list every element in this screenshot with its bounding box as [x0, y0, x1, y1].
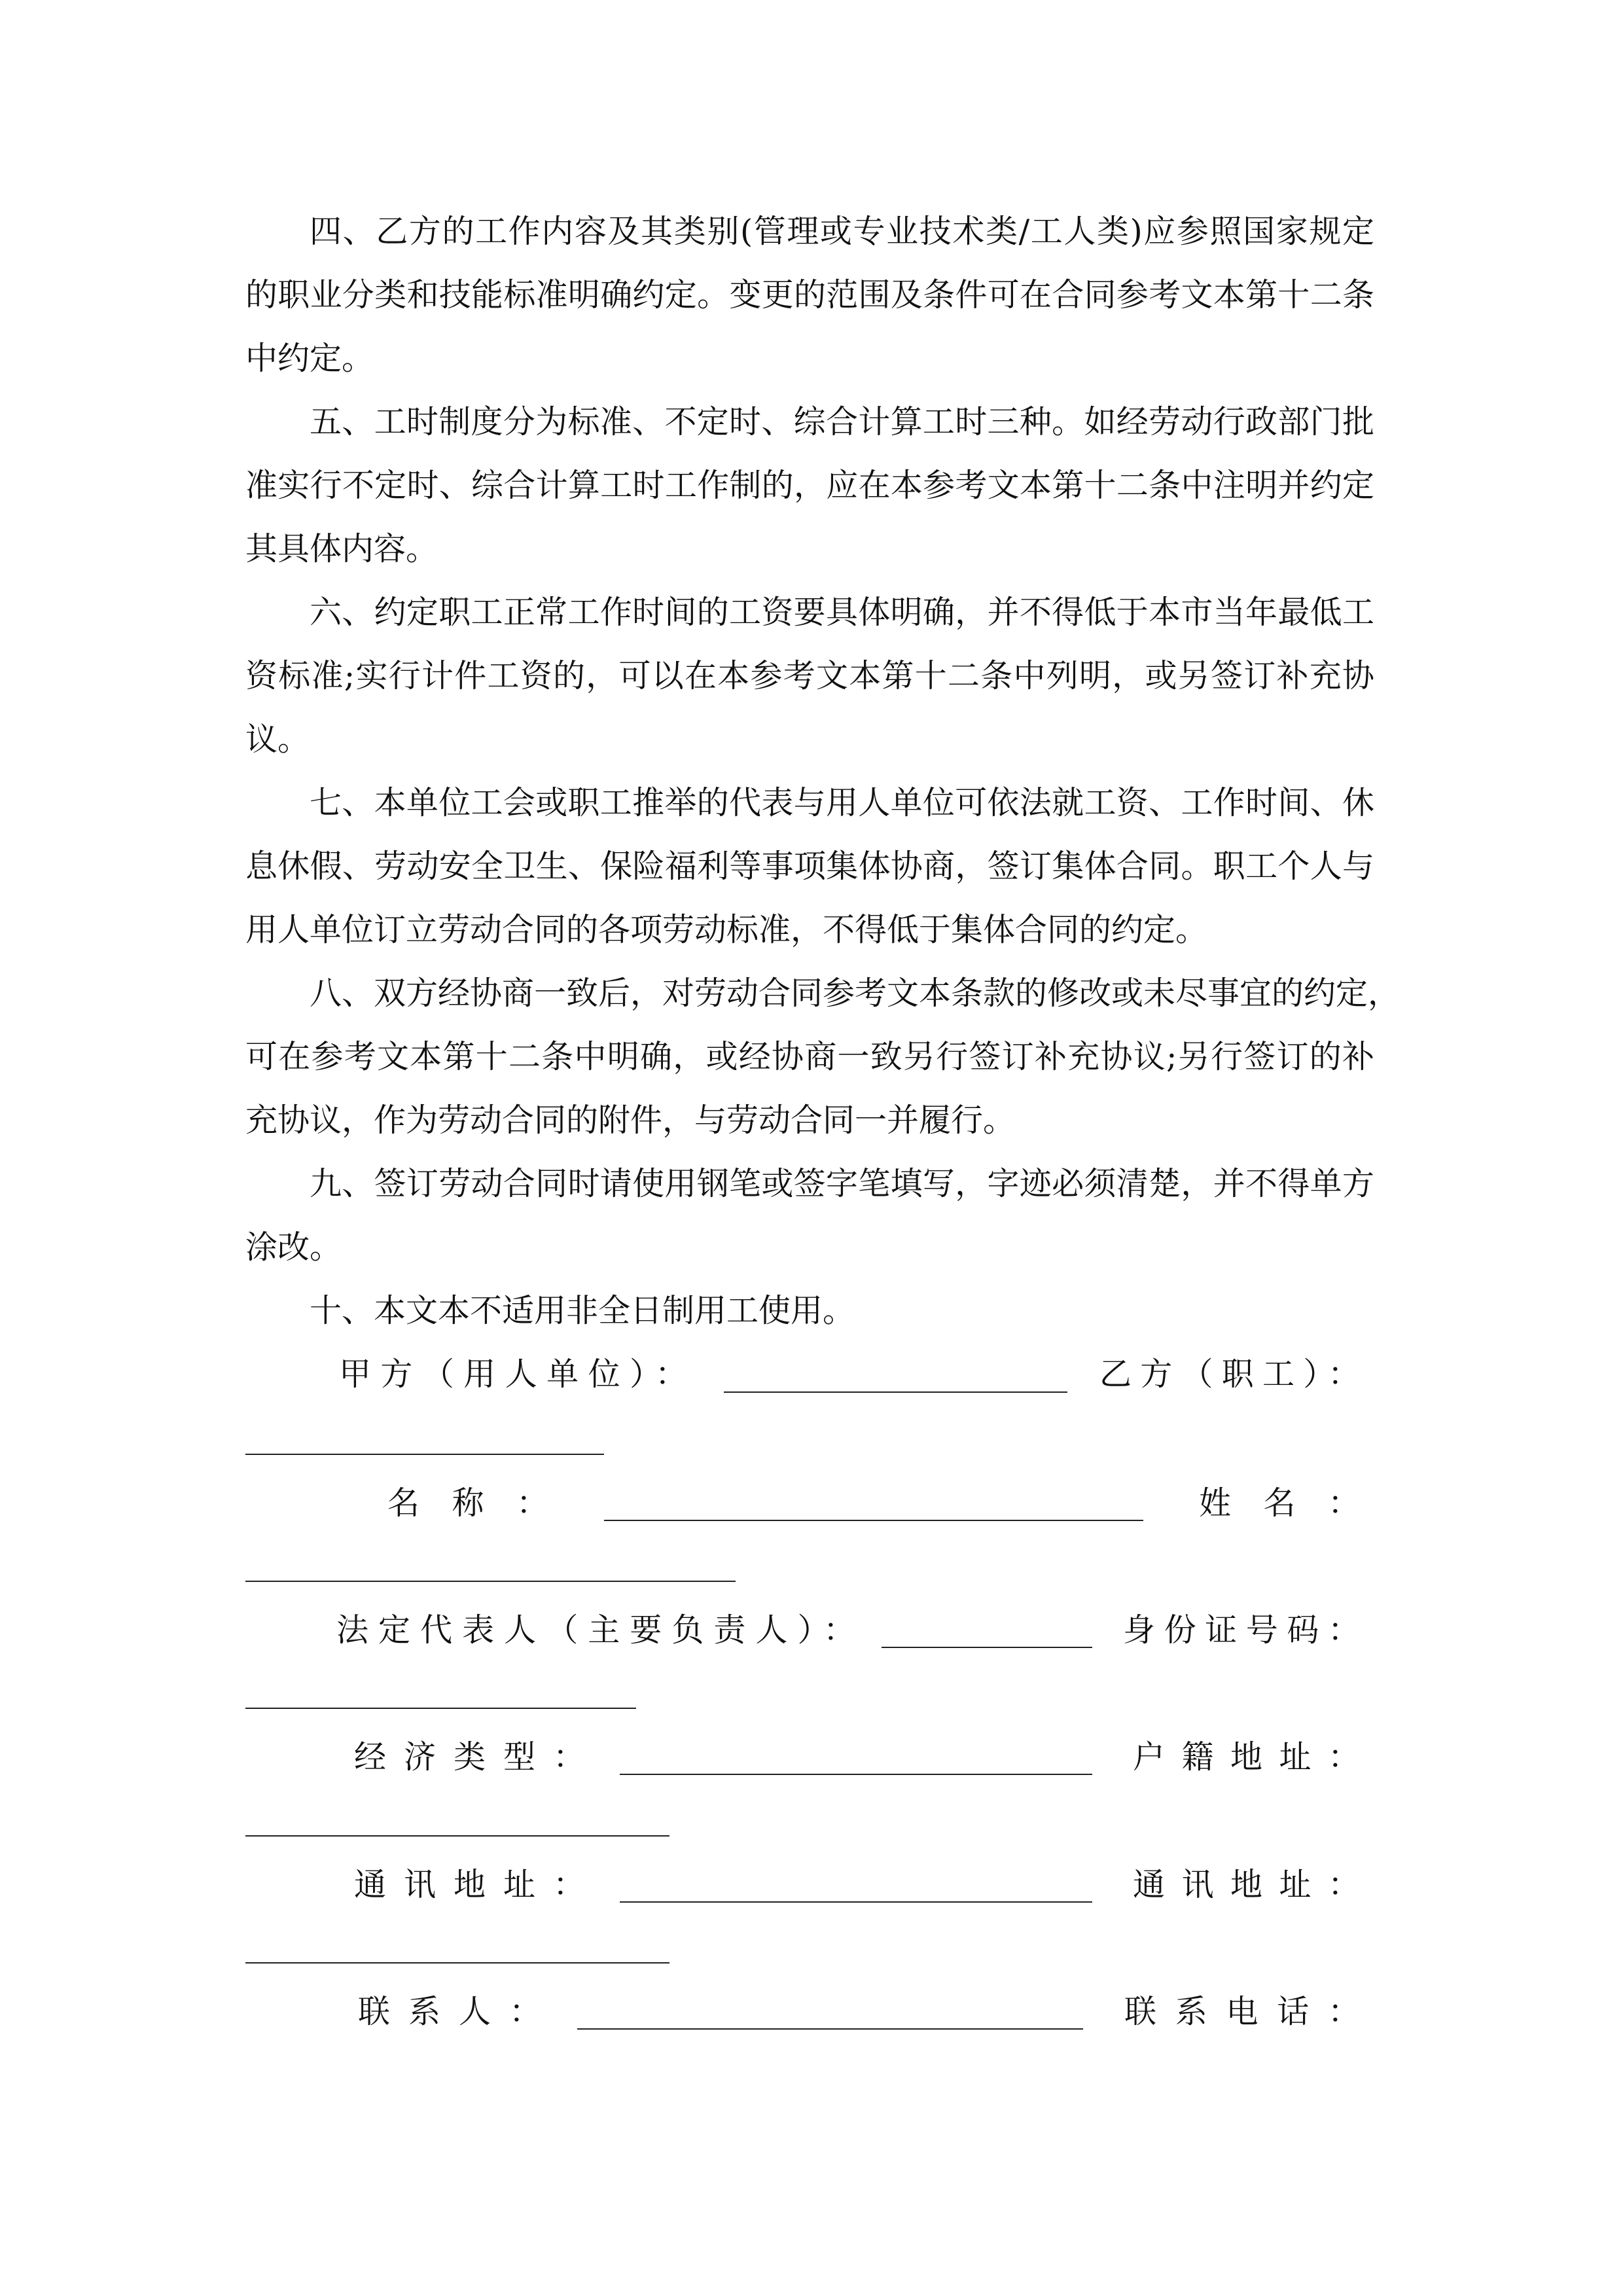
para-5-line-2: 准实行不定时、综合计算工时工作制的，应在本参考文本第十二条中注明并约定: [245, 467, 1374, 504]
employer-address-label: 通讯地址：: [354, 1866, 585, 1903]
party-a-field[interactable]: [724, 1391, 1067, 1393]
para-10-line-1: 十、本文本不适用非全日制用工使用。: [310, 1292, 855, 1329]
id-number-label: 身份证号码：: [1123, 1611, 1360, 1649]
para-4-line-1: 四、乙方的工作内容及其类别(管理或专业技术类/工人类)应参照国家规定: [310, 213, 1374, 250]
legal-rep-label: 法定代表人（主要负责人）：: [336, 1611, 855, 1649]
para-4-line-2: 的职业分类和技能标准明确约定。变更的范围及条件可在合同参考文本第十二条: [245, 276, 1374, 314]
para-9-line-2: 涂改。: [245, 1229, 342, 1266]
contact-person-label: 联系人：: [358, 1993, 541, 2030]
person-name-field[interactable]: [245, 1581, 736, 1582]
employer-address-field[interactable]: [620, 1901, 1092, 1903]
para-6-line-2: 资标准;实行计件工资的，可以在本参考文本第十二条中列明，或另签订补充协: [245, 657, 1374, 694]
household-address-field[interactable]: [245, 1835, 669, 1837]
party-b-field[interactable]: [245, 1454, 604, 1455]
person-name-label: 姓 名 ：: [1199, 1484, 1360, 1522]
para-6-line-3: 议。: [245, 721, 310, 758]
name-field[interactable]: [604, 1520, 1143, 1521]
para-4-line-3: 中约定。: [245, 340, 374, 377]
economic-type-field[interactable]: [620, 1774, 1092, 1775]
para-7-line-1: 七、本单位工会或职工推举的代表与用人单位可依法就工资、工作时间、休: [310, 784, 1374, 821]
contact-person-field[interactable]: [577, 2028, 1083, 2030]
para-5-line-1: 五、工时制度分为标准、不定时、综合计算工时三种。如经劳动行政部门批: [310, 403, 1374, 440]
para-7-line-3: 用人单位订立劳动合同的各项劳动标准，不得低于集体合同的约定。: [245, 911, 1208, 948]
para-8-line-1: 八、双方经协商一致后，对劳动合同参考文本条款的修改或未尽事宜的约定，: [310, 975, 1400, 1012]
economic-type-label: 经济类型：: [354, 1738, 585, 1776]
household-address-label: 户籍地址：: [1133, 1738, 1360, 1776]
contact-phone-label: 联系电话：: [1124, 1993, 1360, 2030]
para-8-line-2: 可在参考文本第十二条中明确，或经协商一致另行签订补充协议;另行签订的补: [245, 1038, 1374, 1075]
legal-rep-field[interactable]: [882, 1647, 1092, 1648]
party-b-label: 乙方（职工）：: [1099, 1355, 1360, 1393]
party-a-label: 甲方（用人单位）：: [339, 1355, 687, 1393]
para-5-line-3: 其具体内容。: [245, 530, 438, 567]
name-label: 名 称 ：: [387, 1484, 548, 1522]
employee-address-field[interactable]: [245, 1962, 669, 1964]
para-9-line-1: 九、签订劳动合同时请使用钢笔或签字笔填写，字迹必须清楚，并不得单方: [310, 1165, 1374, 1202]
para-7-line-2: 息休假、劳动安全卫生、保险福利等事项集体协商，签订集体合同。职工个人与: [245, 848, 1374, 885]
id-number-field[interactable]: [245, 1708, 636, 1709]
para-8-line-3: 充协议，作为劳动合同的附件，与劳动合同一并履行。: [245, 1102, 1016, 1139]
para-6-line-1: 六、约定职工正常工作时间的工资要具体明确，并不得低于本市当年最低工: [310, 594, 1374, 631]
employee-address-label: 通讯地址：: [1133, 1866, 1360, 1903]
